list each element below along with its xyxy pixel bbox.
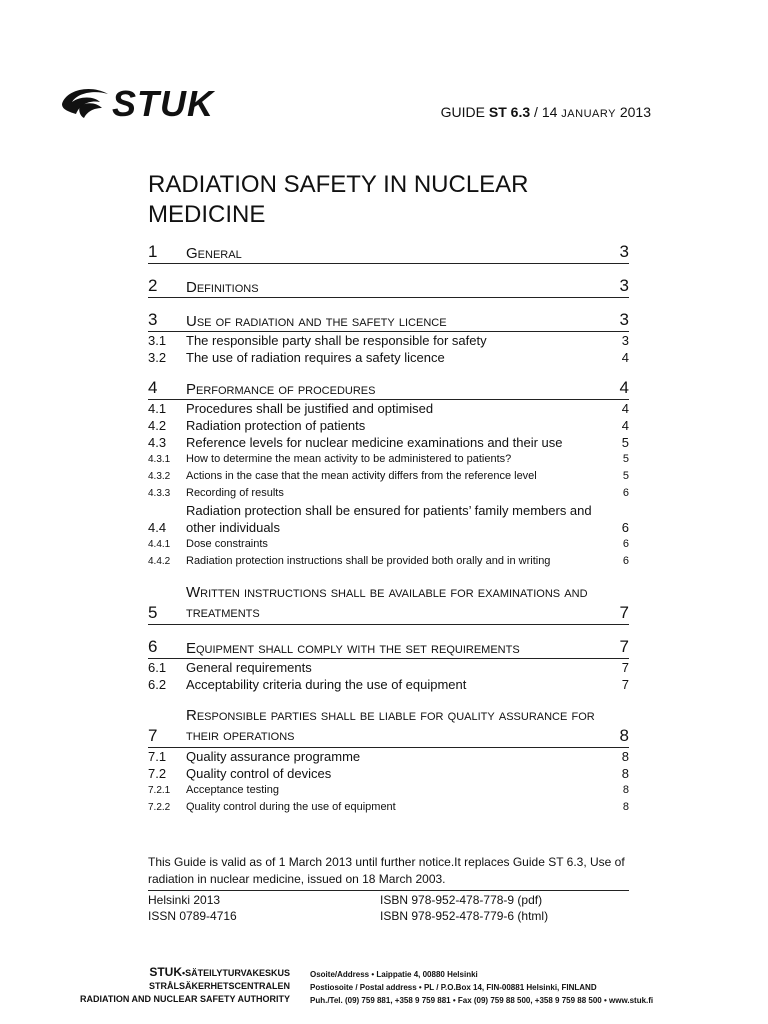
toc-page-number: 6 <box>621 520 629 535</box>
toc-title: General <box>186 245 242 262</box>
toc-page-number: 7 <box>621 677 629 692</box>
issn: ISSN 0789-4716 <box>148 909 237 923</box>
toc-number: 4.1 <box>148 401 167 416</box>
toc-title: Responsible parties shall be liable for quality assurance for their operations <box>186 707 595 744</box>
toc-entry-7-2-2[interactable] <box>148 799 629 816</box>
toc-entry-4-3[interactable] <box>148 434 629 451</box>
toc-page-number: 5 <box>621 435 629 450</box>
toc-title: Radiation protection instructions shall be provided both orally and in writing <box>186 555 551 567</box>
guide-year: 2013 <box>619 104 651 120</box>
toc-gap <box>148 625 629 633</box>
toc-entry-3-2[interactable] <box>148 349 629 366</box>
toc-number: 1 <box>148 242 158 261</box>
toc-page-number: 6 <box>622 538 629 550</box>
toc-page-number: 7 <box>619 637 629 656</box>
toc-entry-6-1[interactable] <box>148 659 629 676</box>
toc-entry-4-4-2[interactable] <box>148 553 629 570</box>
toc-number: 7.2.2 <box>148 802 171 813</box>
toc-title: Procedures shall be justified and optimised <box>186 401 434 416</box>
toc-title: General requirements <box>186 660 312 675</box>
toc-entry-4-1[interactable] <box>148 400 629 417</box>
toc-page-number: 8 <box>622 801 629 813</box>
toc-gap <box>148 264 629 272</box>
toc-title: Acceptance testing <box>186 784 279 796</box>
toc-page-number: 3 <box>621 333 629 348</box>
toc-number: 4.2 <box>148 418 167 433</box>
toc-page-number: 5 <box>622 453 629 465</box>
validity-footer <box>148 854 629 924</box>
toc-entry-7-2-1[interactable] <box>148 782 629 799</box>
toc-number: 7.2.1 <box>148 785 171 796</box>
stuk-logo <box>60 83 214 124</box>
toc-entry-7[interactable] <box>148 703 629 748</box>
toc-number: 7.1 <box>148 749 167 764</box>
toc-title: Definitions <box>186 279 259 296</box>
toc-page-number: 3 <box>619 310 629 329</box>
toc-page-number: 8 <box>619 726 629 745</box>
toc-number: 3 <box>148 310 158 329</box>
toc-gap <box>148 366 629 374</box>
toc-title: The responsible party shall be responsible for safety <box>186 333 487 348</box>
toc-number: 4.3.1 <box>148 454 171 465</box>
toc-entry-5[interactable] <box>148 580 629 625</box>
toc-number: 4.3.3 <box>148 488 171 499</box>
toc-number: 2 <box>148 276 158 295</box>
toc-entry-4-4[interactable] <box>148 502 629 536</box>
org-finnish: SÄTEILYTURVAKESKUS <box>185 968 290 978</box>
toc-number: 4.3.2 <box>148 471 171 482</box>
toc-page-number: 5 <box>622 470 629 482</box>
org-short: STUK <box>149 965 182 979</box>
toc-gap <box>148 570 629 578</box>
toc-number: 6.1 <box>148 660 167 675</box>
org-english: RADIATION AND NUCLEAR SAFETY AUTHORITY <box>80 994 290 1004</box>
toc-entry-4-4-1[interactable] <box>148 536 629 553</box>
isbn-pdf: ISBN 978-952-478-778-9 (pdf) <box>380 893 543 907</box>
toc-entry-3-1[interactable] <box>148 332 629 349</box>
org-swedish: STRÅLSÄKERHETSCENTRALEN <box>148 981 290 991</box>
toc-page-number: 7 <box>619 603 629 622</box>
validity-note: This Guide is valid as of 1 March 2013 until further notice.It replaces Guide ST 6.3, Use of radiation in nuclear medicine, issued on 18 March 2003. <box>148 854 629 891</box>
logo-wordmark: STUK <box>112 83 214 124</box>
publication-place: Helsinki 2013 <box>148 893 221 907</box>
toc-entry-1[interactable] <box>148 240 629 264</box>
isbn-html: ISBN 978-952-478-779-6 (html) <box>380 909 549 923</box>
toc-page-number: 3 <box>619 276 629 295</box>
toc-number: 4 <box>148 378 158 397</box>
toc-entry-2[interactable] <box>148 274 629 298</box>
guide-reference <box>441 104 651 120</box>
org-bullet: • <box>181 968 186 978</box>
toc-page-number: 4 <box>619 378 629 397</box>
toc-title: Equipment shall comply with the set requirements <box>186 640 520 657</box>
toc-page-number: 4 <box>621 350 629 365</box>
stuk-swoosh-icon <box>60 86 110 120</box>
toc-number: 7.2 <box>148 766 167 781</box>
address-line: Osoite/Address • Laippatie 4, 00880 Helsinki <box>310 970 478 979</box>
toc-title: Written instructions shall be available for examinations and treatments <box>186 584 588 621</box>
organization-names <box>80 966 290 1006</box>
toc-entry-6[interactable] <box>148 635 629 659</box>
toc-entry-4-2[interactable] <box>148 417 629 434</box>
toc-title: Use of radiation and the safety licence <box>186 313 447 330</box>
toc-title: Radiation protection of patients <box>186 418 366 433</box>
toc-number: 3.1 <box>148 333 167 348</box>
toc-page-number: 8 <box>621 766 629 781</box>
toc-page-number: 6 <box>622 555 629 567</box>
toc-title: Quality assurance programme <box>186 749 361 764</box>
toc-entry-4-3-2[interactable] <box>148 468 629 485</box>
toc-page-number: 8 <box>622 784 629 796</box>
toc-title: Quality control of devices <box>186 766 332 781</box>
toc-title: Actions in the case that the mean activity differs from the reference level <box>186 470 537 482</box>
toc-title: Dose constraints <box>186 538 268 550</box>
phone-fax-line: Puh./Tel. (09) 759 881, +358 9 759 881 • Fax (09) 759 88 500, +358 9 759 88 500 • www.stuk.fi <box>310 996 654 1005</box>
toc-number: 6.2 <box>148 677 167 692</box>
toc-number: 4.4.2 <box>148 556 171 567</box>
toc-entry-4-3-3[interactable] <box>148 485 629 502</box>
toc-title: Acceptability criteria during the use of equipment <box>186 677 467 692</box>
guide-separator: / <box>534 104 538 120</box>
toc-page-number: 6 <box>622 487 629 499</box>
toc-title: Recording of results <box>186 487 284 499</box>
toc-title: Reference levels for nuclear medicine examinations and their use <box>186 435 563 450</box>
toc-page-number: 3 <box>619 242 629 261</box>
guide-code: ST 6.3 <box>488 104 531 120</box>
toc-entry-7-1[interactable] <box>148 748 629 765</box>
guide-month: JANUARY <box>561 108 616 120</box>
table-of-contents <box>148 238 629 816</box>
toc-number: 4.4.1 <box>148 539 171 550</box>
toc-number: 4.3 <box>148 435 167 450</box>
toc-entry-7-2[interactable] <box>148 765 629 782</box>
toc-page-number: 7 <box>621 660 629 675</box>
toc-page-number: 4 <box>621 418 629 433</box>
toc-entry-3[interactable] <box>148 308 629 332</box>
page-title: RADIATION SAFETY IN NUCLEAR MEDICINE <box>148 171 529 228</box>
toc-entry-4[interactable] <box>148 376 629 400</box>
toc-title: Quality control during the use of equipment <box>186 801 396 813</box>
toc-title: The use of radiation requires a safety licence <box>186 350 445 365</box>
toc-title: How to determine the mean activity to be administered to patients? <box>186 453 512 465</box>
toc-title: Radiation protection shall be ensured for patients’ family members and other individuals <box>186 503 592 535</box>
toc-entry-4-3-1[interactable] <box>148 451 629 468</box>
toc-page-number: 8 <box>621 749 629 764</box>
toc-number: 7 <box>148 726 158 745</box>
toc-gap <box>148 298 629 306</box>
toc-number: 5 <box>148 603 158 622</box>
guide-prefix: GUIDE <box>440 104 486 120</box>
postal-address-line: Postiosoite / Postal address • PL / P.O.Box 14, FIN-00881 Helsinki, FINLAND <box>310 983 597 992</box>
publication-meta <box>148 892 629 924</box>
contact-address <box>310 968 653 1007</box>
toc-number: 3.2 <box>148 350 167 365</box>
toc-gap <box>148 693 629 701</box>
toc-number: 6 <box>148 637 158 656</box>
guide-day: 14 <box>541 104 558 120</box>
toc-page-number: 4 <box>621 401 629 416</box>
toc-title: Performance of procedures <box>186 381 376 398</box>
toc-entry-6-2[interactable] <box>148 676 629 693</box>
toc-number: 4.4 <box>148 520 167 535</box>
